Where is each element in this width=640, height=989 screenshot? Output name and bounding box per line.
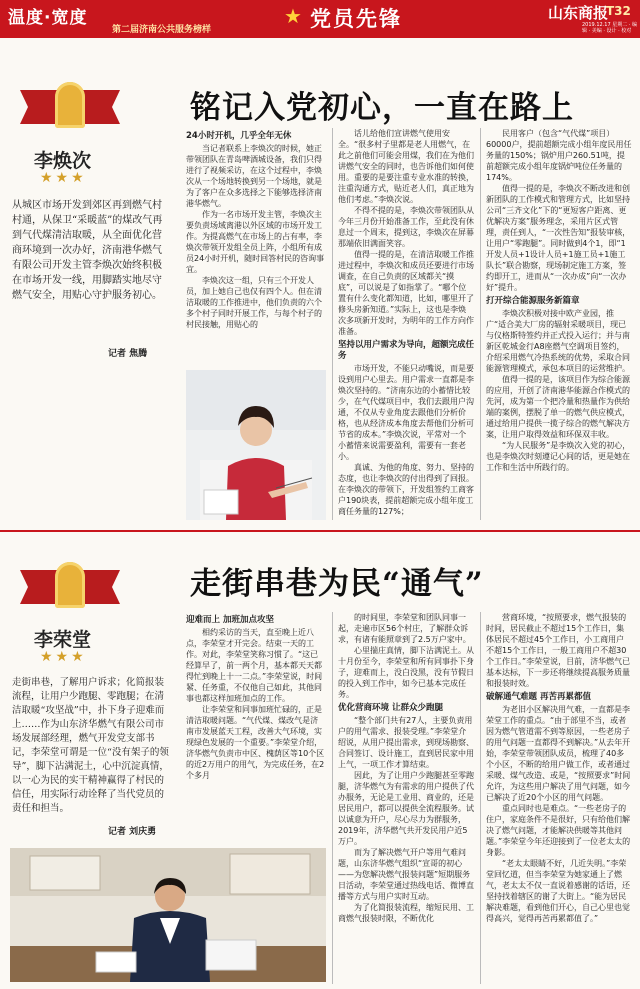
page-number: T32 [606, 4, 631, 18]
paragraph: 作为一名市场开发主管，李焕次主要负责场域离港以外区域的市场开发工作。为提高燃气在市场上的占有率，李焕次带领开发组全员上阵，小组所有成员24小时开机，随时回答村民的咨询事宜。 [186, 210, 325, 274]
paragraph: 当记者联系上李焕次的时候，她正带领团队在青岛啤酒城设备，我们只得进行了视频采访，在这个过程中，李焕次从一个场地转换到另一个场地，就是为了客户在众多选择之下能够选择济南港华燃气。 [186, 144, 322, 208]
column-divider [480, 612, 481, 984]
person-name: 李荣堂 [34, 629, 92, 651]
article-column-3 [486, 128, 632, 520]
paragraph: 而为了解决燃气开户等用气难问题，山东济华燃气组织“宣哥的初心——为您解决燃气报装问题”短期服务日活动，李荣堂通过热线电话、微博直播等方式与用户实时互动。 [338, 848, 474, 901]
lead-subhead: 24小时开机，几乎全年无休 [186, 131, 292, 141]
column-subtitle: 第二届济南公共服务榜样 [112, 25, 212, 35]
paragraph: 心里揣庄真情，脚下沾满泥土。从十月份至今，李荣堂和所有同事扑下身子，迎难而上，没白没黑，没有节假日的投入到工作中，如今已基本完成任务。 [338, 646, 474, 699]
article-column-2 [338, 612, 474, 984]
person-name: 李焕次 [34, 150, 92, 172]
paragraph: 让李荣堂和同事加班忙碌的，正是清洁取暖问题。“气代煤、煤改气是济南市发展蓝天工程，改善大气环境，实现绿色发展的一个重要。”李荣堂介绍，济华燃气负责市中区、槐荫区等10个区的近2万用户的用气，为完成任务，在2个多月 [186, 705, 325, 780]
story-headline: 走街串巷为民“通气” [190, 566, 484, 602]
paragraph: 不得不提的是，李焕次带领团队从今年三月份开始准备工作，至此没有休息过一个周末，提到这，李焕次在屏幕那端依旧满面笑容。 [338, 206, 474, 248]
person-intro: 走街串巷，了解用户诉求；化简报装流程，让用户少跑腿、零跑腿；在清洁取暖“攻坚战”中，扑下身子迎难而上……作为山东济华燃气有限公司市场发展部经理，燃气开发党支部书记，李荣堂可谓是一位“没有架子的领导”，脚下沾满泥土，心中沉淀真情，以一心为民的实干精神赢得了村民的信任，用实际行动诠释了当代党员的责任和担当。 [12, 677, 169, 814]
rating-stars: ★★★ [40, 649, 87, 665]
article-column-2 [338, 128, 474, 520]
column-divider [332, 128, 333, 520]
section-subhead: 优化营商环境 让群众少跑腿 [338, 703, 443, 713]
section-subhead: 破解通气难题 再苦再累都值 [486, 692, 591, 702]
ribbon-badge-icon [20, 82, 120, 128]
paragraph: 市场开发，不能只动嘴说，而是要设到用户心里去。用户需求一直都是李焕次坚持的。“济南东边的小蓄惜比较少，在气代煤项目中，我们去跟用户沟通，不仅从专业角度去跟他们分析价格，也从经济成本角度去帮他们分析可节省的成本。”李焕次说，平常对一个小蓄惜来说需要盈利，需要有一套老小。 [338, 364, 474, 461]
story-headline: 铭记入党初心，一直在路上 [190, 90, 574, 126]
paragraph: 的时间里，李荣堂和团队同事一起，走遍市区56个村庄，了解群众诉求，有诸有能照章到了2.5万户家中。 [338, 613, 471, 644]
lead-subhead: 迎难而上 加班加点攻坚 [186, 615, 274, 625]
column-wordmark: 温度·宽度 [8, 8, 88, 28]
paragraph: 为老旧小区解决用气难，一直都是李荣堂工作的重点。“由于部里不当，或者因为燃气管道需不到等原因，一些老房子的用气问题一直都得不到解决。”从去年开始，李荣堂带领团队成员，梳理了40多个小区，不断的给用户做工作，或者通过采暖、煤气改造、或是，“按照要求”时间允许，为这些用户解决了用气问题，如今已解决了近20个小区的用气问题。 [486, 705, 631, 802]
paragraph: 李焕次积极对接中欧产业园，推广“适合美大厂房的辐射采暖项目，现已与仪格斯特签约并正式投入运行；并与南新区乾城金行A8座燃气空调项目签约，介绍采用燃气冷热系统的优势，采取合同能源管理模式，承包本项目的运营维护。 [486, 309, 630, 373]
reporter-byline: 记者 刘庆勇 [108, 827, 157, 837]
paragraph: 值得一提的是，李焕次不断改进和创新团队的工作模式和管理方式，比如坚持公司“三齐文化”下的“更短客户距离、更优解决方案”服务理念，采用片区式管理，责任到人，“一次性告知”报装审核，让用户“零跑腿”。同时做到4个1，即“1开发人员+1设计人员+1施工员+1施工队长”联合勘察，现场制定施工方案，签约即开工，进而从“一次办成”向“一次办好”提升。 [486, 184, 631, 292]
paragraph: 值得一提的是，在清洁取暖工作推进过程中，李焕次和成员还要进行市场调查，在自己负责的区域都关“摸底”，可以说是了如指掌了。“哪个位置有什么变化都知道，比如，哪里开了修头房新知道。”实际上，这也是李焕次多项新开发时，为明年的工作方向作准备。 [338, 250, 474, 336]
reporter-byline: 记者 焦腾 [108, 349, 148, 359]
paragraph: 民用客户（包含“气代煤”项目）60000户，提前超额完成小组年度民用任务量的150%；锅炉用户260.51吨，提前超额完成小组年度锅炉吨位任务量的174%。 [486, 129, 632, 182]
rating-stars: ★★★ [40, 170, 87, 186]
issue-meta: 2019.12.17 星期二 · 编辑 · 美编 · 设计 · 校对 [582, 22, 637, 34]
paragraph: 营商环境，“按照要求，燃气报装的时间，居民截止不超过15个工作日，集体居民不超过45个工作日，小工商用户不超15个工作日，一般工商用户不超30个工作日。”李荣堂说，目前，济华燃气已基本达标，下一步还将继续提高服务质量和报装时效。 [486, 613, 631, 688]
paragraph: 相约采访的当天，直至晚上近八点，李荣堂才开完会。结束一天的工作。对此，李荣堂笑称习惯了。“这已经算早了，前一两个月，基本都天天都得忙到晚上十一二点。”李荣堂说，时间紧、任务重，不仅他自己如此，其他同事也都这样加班加点的工作。 [186, 628, 323, 703]
article-column-3 [486, 612, 632, 984]
column-divider [480, 128, 481, 520]
paragraph: “整个部门共有27人，主要负责用户的用气需求、报装受理。”李荣堂介绍说，从用户提出需求，到现场勘察、合同签订、设计施工，直到居民家中用上气，一项工作才算结束。 [338, 716, 474, 769]
star-icon: ★ [284, 4, 302, 28]
paragraph: “老太太眼睛不好，几近失明。”李荣堂回忆道，但当李荣堂为她家通上了燃气，老太太不仅一直说着感谢的话语，还坚持找着辖区的谢了大街上。“能为居民解决难题，看到他们开心，自己心里也觉得高兴，觉得再苦再累都值了。” [486, 859, 630, 923]
paragraph: 因此，为了让用户少跑腿甚至零跑腿，济华燃气为有需求的用户提供了代办服务，无论是工业用、商业的，还是居民用户，都可以提供全流程服务。试以诚意为开户，尽心尽力为群服务，2019年，济华燃气共开发民用户近5万户。 [338, 771, 474, 846]
page-header [0, 0, 640, 38]
paragraph: “为人民服务”是李焕次入党的初心，也是李焕次时刻遵记心间的话，更是她在工作和生活中所践行的。 [486, 441, 631, 472]
column-divider [332, 612, 333, 984]
person-intro: 从城区市场开发到郊区再到燃气村村通，从保卫“采暖蓝”的煤改气再到气代煤清洁取暖，从全面优化营商环境到一次办好，济南港华燃气有限公司开发主管李焕次始终积极在市场开发一线，用脚踏实地尽守燃气安全，用贴心守护服务初心。 [12, 200, 163, 301]
paragraph: 话儿给他们宣讲燃气使用安全。“很多村子里都是老人用燃气，在此之前他们可能会用煤，我们在为他们讲燃气安全的同时，也告诉他们如何使用。重要的是要注重专业水准的转换，注重沟通方式，贴近老人们，真正地为他们考虑。”李焕次说。 [338, 129, 474, 204]
section-title: 党员先锋 [310, 7, 402, 31]
paragraph: 重点同时也是难点。“一些老房子的住户，家庭条件不是很好，只有给他们解决了燃气问题，才能解决供暖等其他问题。”李荣堂今年还迎接到了一位老太太的身影。 [486, 804, 631, 857]
article-column-1 [186, 128, 326, 366]
portrait-photo [186, 370, 326, 520]
paragraph: 为了化简报装流程，缩短民用、工商燃气报装时限，不断优化 [338, 903, 474, 923]
paragraph: 李焕次这一组，只有三个开发人员，加上她自己也仅有四个人。但在清洁取暖的工作推进中，他们负责的六个多个村子同时开展工作，与每个村子的村民接触，用贴心的 [186, 276, 322, 329]
paragraph: 真诚、为他的角度、努力、坚持的态度，也让李焕次的付出得到了回报。在李焕次的带领下，开发组签约工商客户190块表，提前超额完成小组年度工商任务量的127%； [338, 463, 474, 516]
paragraph: 值得一提的是，该项目作为综合能源的应用，开创了济南港华能源合作模式的先河，成为第一个把冷量和热量作为供给端的案例，摆脱了单一的燃气供应模式，通过给用户提供一揽子综合的燃气解决方案，让用户取得效益和环保双丰收。 [486, 375, 630, 439]
newspaper-name: 山东商报 [548, 4, 609, 22]
story-separator [0, 530, 640, 532]
article-column-1 [186, 612, 326, 844]
ribbon-badge-icon [20, 562, 120, 608]
section-subhead: 打开综合能源服务新篇章 [486, 296, 580, 306]
section-subhead: 坚持以用户需求为导向，超额完成任务 [338, 340, 474, 361]
portrait-photo [10, 848, 326, 982]
